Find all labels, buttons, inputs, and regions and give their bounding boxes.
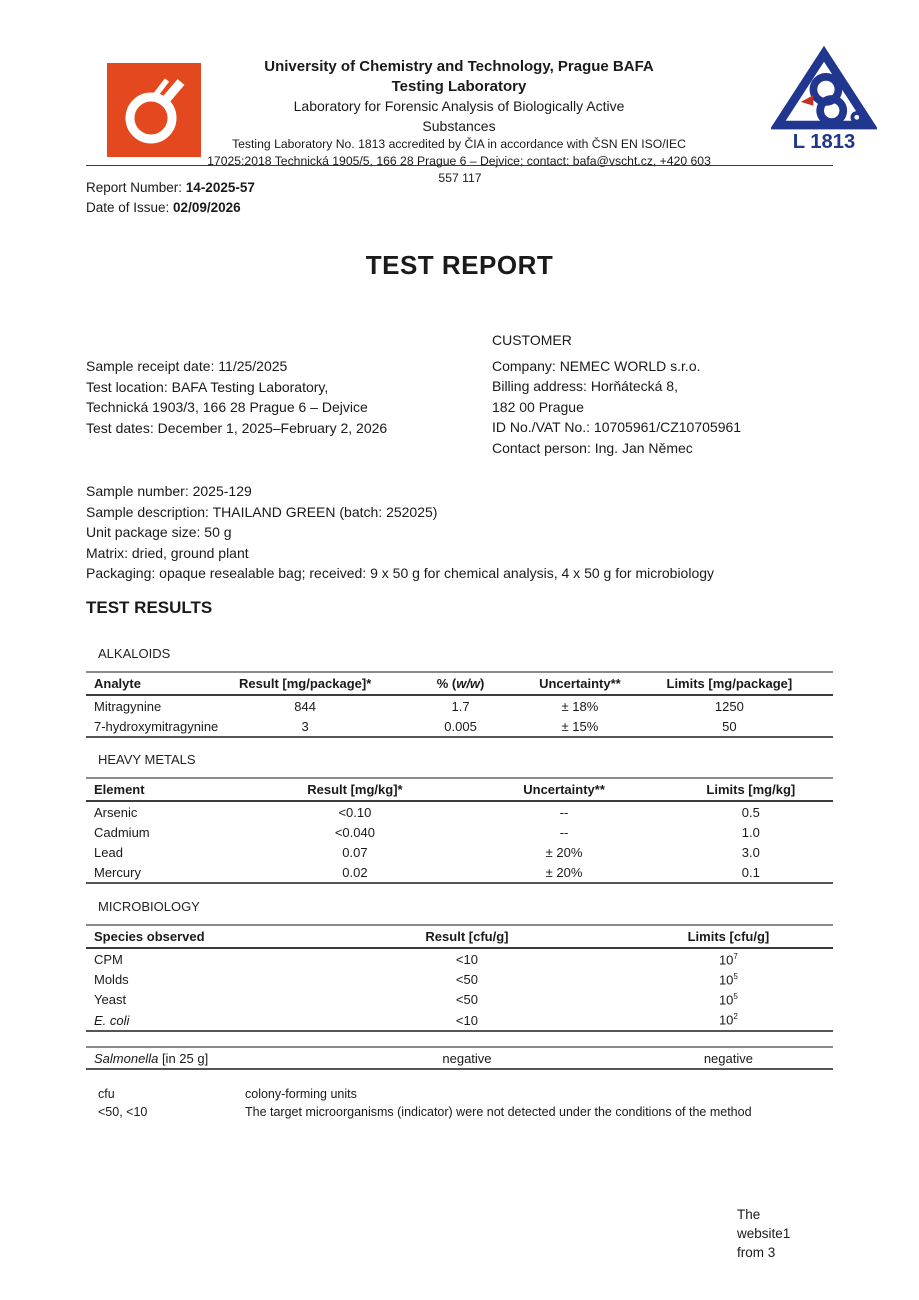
customer-vat-line: ID No./VAT No.: 10705961/CZ10705961 <box>492 419 742 436</box>
table-cell: 844 <box>294 698 316 714</box>
column-header: Element <box>86 778 250 801</box>
customer-block <box>492 330 833 459</box>
accreditation-text-line2: 17025:2018 Technická 1905/5, 166 28 Prague 6 – Dejvice; contact: bafa@vscht.cz, +420 603 <box>207 153 711 168</box>
table-header-row <box>86 672 833 695</box>
table-header-row <box>86 778 833 801</box>
table-cell: 3.0 <box>741 844 760 860</box>
salmonella-table <box>86 1046 833 1070</box>
table-cell: <50 <box>455 992 478 1008</box>
table-cell: Yeast <box>94 992 127 1008</box>
column-header: % (w/w) <box>387 672 534 695</box>
lab-name-line1: Laboratory for Forensic Analysis of Biologically Active <box>293 98 625 114</box>
table-cell: <50 <box>455 971 478 987</box>
table-row <box>86 1047 833 1069</box>
table-cell: 50 <box>722 718 737 734</box>
lab-name-line2: Substances <box>422 117 496 134</box>
microbiology-table <box>86 924 833 1032</box>
table-cell: CPM <box>94 951 123 967</box>
table-row <box>86 862 833 883</box>
header-divider <box>86 165 833 166</box>
footnote-text: colony-forming units <box>245 1087 357 1101</box>
footer-line2: website1 <box>737 1226 791 1241</box>
university-name-line2: Testing Laboratory <box>391 78 527 95</box>
table-cell: 0.5 <box>741 804 760 820</box>
footnotes-block <box>98 1086 752 1121</box>
customer-city-line: 182 00 Prague <box>492 398 584 415</box>
table-cell: ± 20% <box>545 864 583 880</box>
report-number-value: 14-2025-57 <box>185 180 255 195</box>
table-cell: Cadmium <box>94 824 150 840</box>
column-header: Limits [mg/kg] <box>669 778 833 801</box>
column-header: Result [cfu/g] <box>310 925 624 948</box>
cia-mark-number: L 1813 <box>792 131 856 154</box>
heavy-metals-table <box>86 777 833 884</box>
microbiology-section-label: MICROBIOLOGY <box>98 899 200 914</box>
table-row <box>86 969 833 989</box>
table-cell: ± 18% <box>561 698 599 714</box>
page-footer <box>737 1205 790 1262</box>
table-cell: <0.040 <box>334 824 375 840</box>
report-number-line <box>86 178 255 198</box>
footnote-row <box>98 1086 752 1104</box>
table-row <box>86 990 833 1010</box>
test-location-line: Test location: BAFA Testing Laboratory, <box>86 378 329 395</box>
table-cell: 0.02 <box>342 864 368 880</box>
table-cell: ± 20% <box>545 844 583 860</box>
column-header: Uncertainty** <box>534 672 626 695</box>
column-header: Limits [cfu/g] <box>624 925 833 948</box>
table-cell: 7-hydroxymitragynine <box>94 718 219 734</box>
footnote-row <box>98 1104 752 1122</box>
table-cell: Mercury <box>94 864 141 880</box>
letterhead <box>185 57 733 169</box>
date-of-issue-value: 02/09/2026 <box>173 200 241 215</box>
table-cell: E. coli <box>94 1012 130 1028</box>
table-cell: 3 <box>301 718 309 734</box>
table-cell: <0.10 <box>338 804 372 820</box>
date-of-issue-line <box>86 198 255 218</box>
sample-info-block <box>86 481 714 584</box>
packaging-line: Packaging: opaque resealable bag; received: 9 x 50 g for chemical analysis, 4 x 50 g for microbiology <box>86 565 715 582</box>
table-row <box>86 948 833 969</box>
page-title: TEST REPORT <box>365 250 554 280</box>
sample-receipt-date-line: Sample receipt date: 11/25/2025 <box>86 358 288 374</box>
sample-number-line: Sample number: 2025-129 <box>86 483 252 499</box>
table-cell: Lead <box>94 844 123 860</box>
table-cell: $10^5$ <box>718 992 738 1008</box>
customer-company-line: Company: NEMEC WORLD s.r.o. <box>492 357 701 374</box>
report-meta-block <box>86 178 255 218</box>
test-info-block <box>86 356 492 459</box>
footnote-text: The target microorganisms (indicator) were not detected under the conditions of the method <box>245 1104 752 1119</box>
cia-accreditation-logo <box>771 46 877 154</box>
customer-billing-line: Billing address: Horňátecká 8, <box>492 378 678 395</box>
table-cell: <10 <box>455 951 478 967</box>
footer-line1: The <box>737 1207 761 1222</box>
test-location-address-line: Technická 1903/3, 166 28 Prague 6 – Dejvice <box>86 399 368 416</box>
test-dates-line: Test dates: December 1, 2025–February 2, 2026 <box>86 419 388 436</box>
table-cell: -- <box>559 804 569 820</box>
test-results-heading: TEST RESULTS <box>86 598 213 617</box>
table-row <box>86 695 833 716</box>
table-row <box>86 716 833 737</box>
footnote-term: cfu <box>98 1087 115 1101</box>
table-cell: Molds <box>94 971 129 987</box>
cia-triangle-icon <box>771 46 877 154</box>
footnote-term: <50, <10 <box>98 1104 148 1119</box>
table-cell: <10 <box>455 1012 478 1028</box>
university-name-line1: University of Chemistry and Technology, Prague BAFA <box>264 58 654 75</box>
table-cell: Mitragynine <box>94 698 162 714</box>
alkaloids-table <box>86 671 833 738</box>
table-cell: $10^2$ <box>718 1012 738 1028</box>
table-cell: 0.07 <box>342 844 368 860</box>
column-header: Analyte <box>86 672 223 695</box>
column-header: Result [mg/package]* <box>223 672 387 695</box>
table-row <box>86 1010 833 1031</box>
table-row <box>86 801 833 822</box>
accreditation-text-line1: Testing Laboratory No. 1813 accredited by ČIA in accordance with ČSN EN ISO/IEC <box>232 137 686 151</box>
sample-description-line: Sample description: THAILAND GREEN (batch: 252025) <box>86 503 438 520</box>
table-cell: -- <box>559 824 569 840</box>
table-cell: negative <box>703 1050 753 1066</box>
table-header-row <box>86 925 833 948</box>
alkaloids-section-label: ALKALOIDS <box>98 646 171 661</box>
table-cell: $10^5$ <box>718 971 738 988</box>
table-cell: 0.1 <box>741 864 760 880</box>
unit-package-size-line: Unit package size: 50 g <box>86 524 232 541</box>
accreditation-text-line3: 557 117 <box>438 171 482 185</box>
heavy-metals-section-label: HEAVY METALS <box>98 752 196 767</box>
report-info-section <box>86 330 833 459</box>
table-cell: negative <box>442 1050 492 1066</box>
table-cell: ± 15% <box>561 718 599 734</box>
table-cell: Salmonella [in 25 g] <box>94 1050 209 1066</box>
column-header: Species observed <box>86 925 310 948</box>
table-cell: 1250 <box>714 698 744 714</box>
table-row <box>86 842 833 862</box>
table-row <box>86 822 833 842</box>
date-of-issue-label: Date of Issue: <box>86 200 174 215</box>
customer-heading: CUSTOMER <box>492 332 572 348</box>
table-cell: 1.0 <box>741 824 760 840</box>
column-header: Result [mg/kg]* <box>250 778 459 801</box>
table-cell: 1.7 <box>451 698 470 714</box>
table-cell: $10^7$ <box>718 951 738 967</box>
column-header: Uncertainty** <box>459 778 668 801</box>
customer-contact-line: Contact person: Ing. Jan Němec <box>492 439 693 456</box>
column-header: Limits [mg/package] <box>626 672 833 695</box>
report-number-label: Report Number: <box>86 180 186 195</box>
table-cell: 0.005 <box>444 718 477 734</box>
footer-line3: from 3 <box>737 1245 776 1260</box>
table-cell: Arsenic <box>94 804 138 820</box>
matrix-line: Matrix: dried, ground plant <box>86 544 249 561</box>
